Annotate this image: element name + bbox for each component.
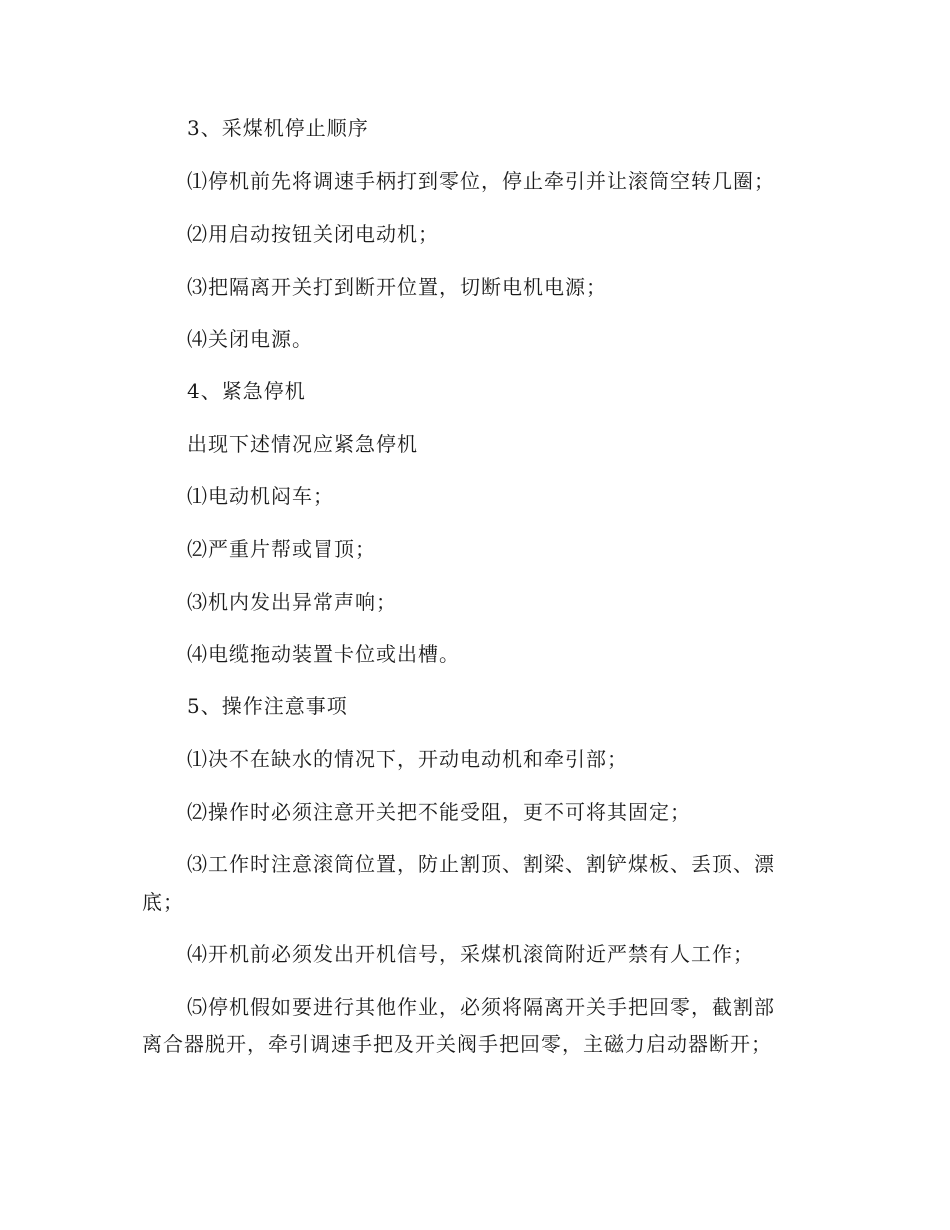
list-item: ⑸停机假如要进行其他作业，必须将隔离开关手把回零，截割部 [187,995,775,1019]
section-heading-operation-notes: 5、操作注意事项 [187,694,348,718]
section-heading-emergency-stop: 4、紧急停机 [187,379,306,403]
list-item: ⑵严重片帮或冒顶； [187,537,376,561]
list-item: ⑴决不在缺水的情况下，开动电动机和牵引部； [187,747,628,771]
list-item: ⑷开机前必须发出开机信号，采煤机滚筒附近严禁有人工作； [187,942,754,966]
list-item: ⑵用启动按钮关闭电动机； [187,222,439,246]
section-heading-stop-sequence: 3、采煤机停止顺序 [187,116,369,140]
list-item-continuation: 底； [142,890,184,914]
paragraph: 出现下述情况应紧急停机 [187,432,418,456]
list-item: ⑴电动机闷车； [187,484,334,508]
list-item: ⑶把隔离开关打到断开位置，切断电机电源； [187,275,607,299]
list-item-continuation: 离合器脱开，牵引调速手把及开关阀手把回零，主磁力启动器断开； [142,1032,772,1056]
list-item: ⑶工作时注意滚筒位置，防止割顶、割梁、割铲煤板、丢顶、漂 [187,852,775,876]
list-item: ⑷电缆拖动装置卡位或出槽。 [187,642,460,666]
list-item: ⑴停机前先将调速手柄打到零位，停止牵引并让滚筒空转几圈； [187,169,775,193]
list-item: ⑵操作时必须注意开关把不能受阻，更不可将其固定； [187,800,691,824]
list-item: ⑷关闭电源。 [187,327,313,351]
list-item: ⑶机内发出异常声响； [187,590,397,614]
